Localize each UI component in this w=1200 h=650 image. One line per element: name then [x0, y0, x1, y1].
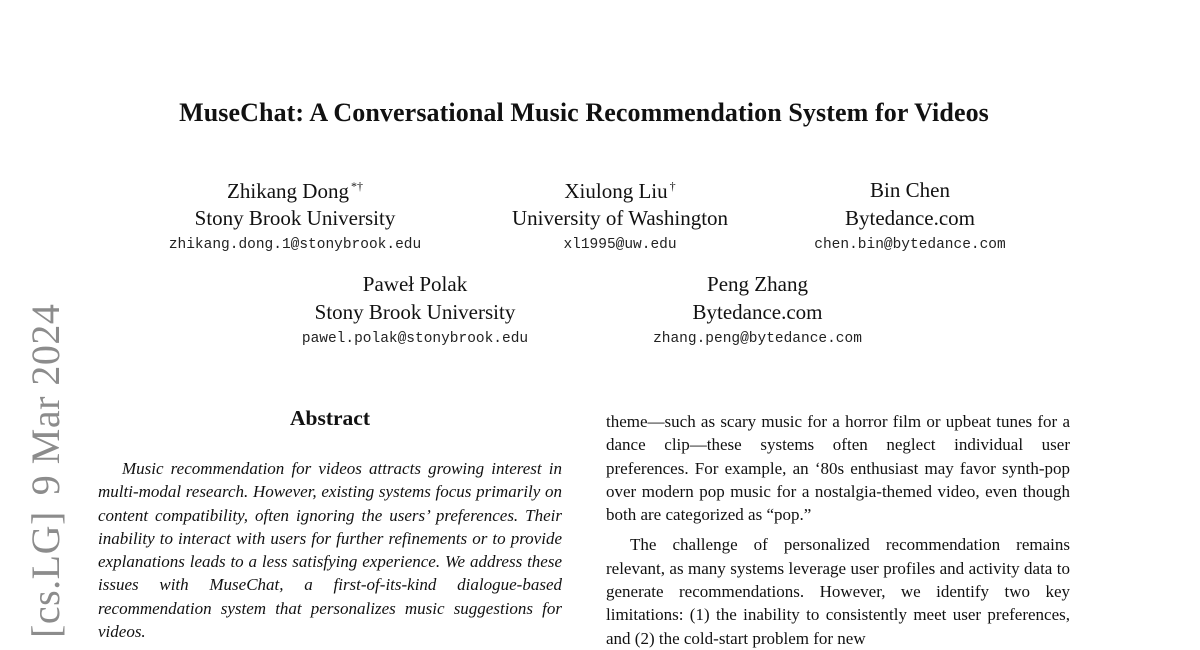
abstract-heading: Abstract	[289, 406, 370, 430]
right-column	[606, 410, 1070, 650]
author-name: Zhikang Dong *†	[227, 179, 363, 203]
author-footnote-mark: †	[669, 179, 676, 193]
author-name: Paweł Polak	[362, 272, 468, 296]
arxiv-category: [cs.LG]	[23, 511, 68, 638]
author-email: chen.bin@bytedance.com	[814, 237, 1006, 253]
author-email: zhang.peng@bytedance.com	[653, 331, 862, 347]
author-name: Bin Chen	[870, 178, 950, 202]
author-block	[255, 274, 575, 347]
author-email: pawel.polak@stonybrook.edu	[301, 331, 529, 347]
arxiv-date: 9 Mar 2024	[23, 303, 68, 496]
author-email: xl1995@uw.edu	[563, 237, 677, 253]
author-email: zhikang.dong.1@stonybrook.edu	[168, 237, 422, 253]
author-block	[610, 274, 905, 347]
author-block	[480, 180, 760, 253]
author-footnote-mark: *†	[350, 179, 363, 193]
body-paragraph: The challenge of personalized recommendation remains relevant, as many systems leverage user profiles and activity data to generate recommendations. However, we identify two key limitations: (1) the inability to consistently meet user preferences, and (2) the cold-start problem for new	[606, 535, 1070, 648]
author-affiliation: Bytedance.com	[692, 300, 823, 324]
author-affiliation: University of Washington	[511, 206, 729, 230]
author-block	[135, 180, 455, 253]
author-affiliation: Stony Brook University	[314, 300, 516, 324]
body-paragraph: theme—such as scary music for a horror film or upbeat tunes for a dance clip—these systems often neglect individual user preferences. For example, an ‘80s enthusiast may favor synth-pop over modern pop music for a nostalgia-themed video, even though both are categorized as “pop.”	[606, 412, 1070, 525]
author-name: Peng Zhang	[707, 272, 808, 296]
arxiv-stamp	[22, 304, 69, 638]
abstract-text: Music recommendation for videos attracts growing interest in multi-modal research. However, existing systems focus primarily on content compatibility, often ignoring the users’ preferences. Their inability to interact with users for further refinements or to provide explanations leads to a less satisfying experience. We address these issues with MuseChat, a first-of-its-kind dialogue-based recommendation system that personalizes music suggestions for videos.	[98, 459, 562, 642]
author-affiliation: Stony Brook University	[194, 206, 396, 230]
paper-title: MuseChat: A Conversational Music Recommendation System for Videos	[179, 98, 989, 127]
author-affiliation: Bytedance.com	[844, 206, 976, 230]
author-name: Xiulong Liu †	[564, 179, 676, 203]
author-block	[770, 180, 1050, 253]
